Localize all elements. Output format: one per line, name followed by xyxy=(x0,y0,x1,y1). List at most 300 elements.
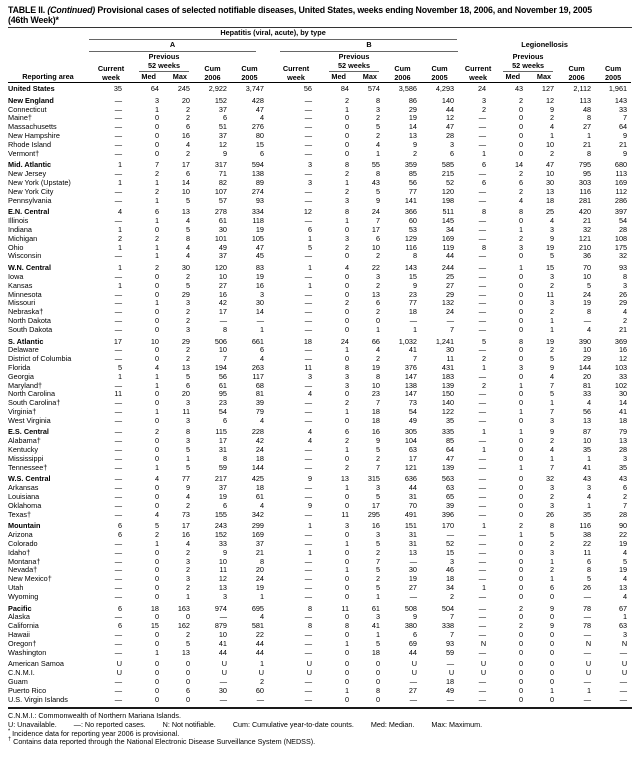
value-cell: 2 xyxy=(375,280,380,290)
value-cell: 2 xyxy=(375,130,380,140)
value-cell: 1 xyxy=(307,233,312,243)
value-cell: 390 xyxy=(578,336,592,346)
value-cell: 70 xyxy=(408,500,417,510)
value-cell: 585 xyxy=(441,160,455,170)
value-cell: 19 xyxy=(618,565,628,575)
reporting-area-cell: District of Columbia xyxy=(8,354,72,364)
value-cell: 574 xyxy=(367,84,380,93)
value-cell: 113 xyxy=(615,169,628,179)
value-cell: — xyxy=(114,122,122,132)
value-cell: — xyxy=(114,298,122,308)
value-cell: 41 xyxy=(408,345,417,355)
value-cell: 4 xyxy=(185,242,190,252)
value-cell: 5 xyxy=(375,186,380,196)
value-cell: 47 xyxy=(445,122,455,132)
value-cell: 6 xyxy=(222,415,227,425)
value-cell: — xyxy=(304,289,312,299)
value-cell: U xyxy=(258,668,264,678)
legionellosis-header: Legionellosis xyxy=(521,40,568,49)
value-cell: 7 xyxy=(375,398,380,408)
value-cell: U xyxy=(621,668,628,678)
value-cell: 44 xyxy=(218,647,227,657)
value-cell: 5 xyxy=(375,492,380,502)
value-cell: 8 xyxy=(623,271,628,281)
value-cell: 0 xyxy=(344,492,349,502)
value-cell: — xyxy=(478,389,487,399)
value-cell: 16 xyxy=(218,289,227,299)
value-cell: — xyxy=(114,345,122,355)
footnote-nedss: † Contains data reported through the National Electronic Disease Surveillance System (NEDSS). xyxy=(8,736,316,747)
value-cell: 0 xyxy=(344,556,349,566)
reporting-area-cell: Tennessee† xyxy=(8,462,48,472)
reporting-area-cell: Pennsylvania xyxy=(8,195,52,205)
value-cell: 0 xyxy=(519,591,524,601)
value-cell: 9 xyxy=(375,195,380,205)
value-cell: 0 xyxy=(344,289,349,299)
reporting-area-cell: Wyoming xyxy=(8,591,39,601)
value-cell: 46 xyxy=(445,565,455,575)
value-cell: 8 xyxy=(587,565,592,575)
value-cell: 3 xyxy=(222,591,227,601)
value-cell: 420 xyxy=(578,207,592,217)
value-cell: 0 xyxy=(344,280,349,290)
reporting-area-cell: Ohio xyxy=(8,242,24,252)
value-cell: 7 xyxy=(375,556,380,566)
value-cell: — xyxy=(478,556,487,566)
value-cell: 145 xyxy=(441,216,455,226)
value-cell: 24 xyxy=(445,307,455,317)
value-cell: 0 xyxy=(154,315,159,325)
value-cell: 0 xyxy=(154,574,159,584)
value-cell: 281 xyxy=(578,195,592,205)
value-cell: — xyxy=(304,95,312,105)
value-cell: — xyxy=(478,113,487,123)
value-cell: 20 xyxy=(582,371,592,381)
value-cell: 1 xyxy=(550,315,555,325)
value-cell: 30 xyxy=(181,263,190,273)
value-cell: 0 xyxy=(519,612,524,622)
value-cell: 0 xyxy=(519,492,524,502)
value-cell: 506 xyxy=(214,336,227,346)
table-row xyxy=(8,484,631,493)
value-cell: 0 xyxy=(519,345,524,355)
value-cell: — xyxy=(478,324,487,334)
value-cell: 5 xyxy=(623,556,628,566)
value-cell: 11 xyxy=(583,547,592,557)
value-cell: 82 xyxy=(218,177,227,187)
value-cell: 35 xyxy=(618,462,628,472)
value-cell: 2 xyxy=(344,95,349,105)
value-cell: 37 xyxy=(218,251,227,261)
value-cell: 10 xyxy=(218,556,227,566)
value-cell: 5 xyxy=(550,530,555,540)
value-cell: 8 xyxy=(482,242,487,252)
value-cell: 0 xyxy=(154,630,159,640)
value-cell: — xyxy=(114,113,122,123)
notifiable-diseases-table xyxy=(8,28,631,704)
value-cell: 3 xyxy=(623,453,628,463)
table-row xyxy=(8,114,631,123)
value-cell: 3 xyxy=(375,104,380,114)
table-row xyxy=(8,640,631,649)
value-cell: 17 xyxy=(181,160,190,170)
value-cell: 163 xyxy=(177,603,190,613)
value-cell: 37 xyxy=(218,483,227,493)
value-cell: 5 xyxy=(550,389,555,399)
value-cell: 15 xyxy=(408,271,417,281)
table-row xyxy=(8,94,631,106)
value-cell: — xyxy=(478,453,487,463)
cum-2005-header-a: Cum 2005 xyxy=(231,52,268,83)
value-cell: 54 xyxy=(218,406,227,416)
value-cell: 17 xyxy=(218,307,227,317)
value-cell: 879 xyxy=(214,621,227,631)
value-cell: 30 xyxy=(218,685,227,695)
value-cell: 8 xyxy=(519,207,524,217)
value-cell: — xyxy=(304,574,312,584)
value-cell: 39 xyxy=(255,398,264,408)
value-cell: 1 xyxy=(117,224,122,234)
value-cell: — xyxy=(304,583,312,593)
value-cell: 8 xyxy=(185,427,190,437)
value-cell: 6 xyxy=(519,177,524,187)
value-cell: 48 xyxy=(582,104,592,114)
value-cell: 0 xyxy=(154,113,159,123)
value-cell: — xyxy=(304,445,312,455)
reporting-area-cell: American Samoa xyxy=(8,659,64,669)
value-cell: 4 xyxy=(185,139,190,149)
value-cell: — xyxy=(114,630,122,640)
value-cell: — xyxy=(478,612,487,622)
value-cell: 9 xyxy=(412,139,417,149)
value-cell: 21 xyxy=(582,216,592,226)
value-cell: 0 xyxy=(519,474,524,484)
reporting-area-cell: Guam xyxy=(8,677,28,686)
value-cell: 1 xyxy=(344,406,349,416)
value-cell: 7 xyxy=(154,160,159,170)
table-row xyxy=(8,687,631,696)
value-cell: — xyxy=(304,462,312,472)
value-cell: 0 xyxy=(154,677,159,686)
value-cell: — xyxy=(114,307,122,317)
value-cell: — xyxy=(114,324,122,334)
value-cell: 7 xyxy=(412,354,417,364)
value-cell: 2 xyxy=(344,436,349,446)
value-cell: 3 xyxy=(185,436,190,446)
value-cell: — xyxy=(114,565,122,575)
value-cell: 2 xyxy=(412,148,417,158)
table-row xyxy=(8,150,631,159)
value-cell: 51 xyxy=(218,122,227,132)
value-cell: 18 xyxy=(255,453,264,463)
value-cell: 13 xyxy=(545,186,555,196)
value-cell: 47 xyxy=(545,160,555,170)
value-cell: 3 xyxy=(259,289,264,299)
value-cell: 4 xyxy=(519,195,524,205)
value-cell: 44 xyxy=(408,647,417,657)
value-cell: 44 xyxy=(408,483,417,493)
value-cell: — xyxy=(114,354,122,364)
footnote-provisional: * Incidence data for reporting year 2006 is provisional. xyxy=(8,728,180,738)
value-cell: 4 xyxy=(307,427,312,437)
value-cell: — xyxy=(478,685,487,695)
value-cell: — xyxy=(114,436,122,446)
value-cell: 6 xyxy=(259,345,264,355)
value-cell: 4 xyxy=(623,591,628,601)
value-cell: 121 xyxy=(404,462,417,472)
value-cell: 23 xyxy=(218,398,227,408)
value-cell: 0 xyxy=(185,694,190,704)
value-cell: — xyxy=(114,539,122,549)
value-cell: 1,241 xyxy=(435,336,455,346)
reporting-area-cell: U.S. Virgin Islands xyxy=(8,694,68,704)
value-cell: 2 xyxy=(550,307,555,317)
value-cell: 4 xyxy=(550,122,555,132)
value-cell: 81 xyxy=(582,380,592,390)
value-cell: — xyxy=(114,492,122,502)
value-cell: 0 xyxy=(375,677,380,686)
value-cell: 37 xyxy=(218,104,227,114)
value-cell: 0 xyxy=(519,483,524,493)
table-row xyxy=(8,519,631,531)
value-cell: 152 xyxy=(214,95,227,105)
value-cell: 0 xyxy=(519,547,524,557)
value-cell: 6 xyxy=(222,113,227,123)
value-cell: — xyxy=(304,130,312,140)
value-cell: U xyxy=(585,668,592,678)
value-cell: 35 xyxy=(445,415,455,425)
value-cell: 33 xyxy=(618,371,628,381)
value-cell: 1 xyxy=(307,521,312,531)
value-cell: — xyxy=(114,462,122,472)
reporting-area-cell: Montana† xyxy=(8,556,41,566)
value-cell: 0 xyxy=(519,415,524,425)
value-cell: 1 xyxy=(482,445,487,455)
value-cell: 101 xyxy=(214,233,227,243)
table-row xyxy=(8,205,631,217)
value-cell: 0 xyxy=(344,694,349,704)
value-cell: 5 xyxy=(587,280,592,290)
value-cell: 2 xyxy=(185,315,190,325)
value-cell: 59 xyxy=(218,462,227,472)
value-cell: 680 xyxy=(614,160,628,170)
value-cell: 32 xyxy=(582,224,592,234)
value-cell: 2 xyxy=(185,104,190,114)
value-cell: 0 xyxy=(519,315,524,325)
value-cell: 19 xyxy=(582,298,592,308)
value-cell: 2 xyxy=(519,521,524,531)
value-cell: 3 xyxy=(344,521,349,531)
value-cell: 2 xyxy=(375,251,380,261)
value-cell: 0 xyxy=(185,612,190,622)
value-cell: N xyxy=(621,638,628,648)
value-cell: 12 xyxy=(618,354,628,364)
value-cell: 30 xyxy=(255,298,264,308)
value-cell: 795 xyxy=(578,160,592,170)
footnote-cnmi: C.N.M.I.: Commonwealth of Northern Mariana Islands. xyxy=(8,711,181,721)
value-cell: 0 xyxy=(344,668,349,678)
value-cell: 2 xyxy=(185,500,190,510)
value-cell: 8 xyxy=(587,148,592,158)
value-cell: 144 xyxy=(251,462,264,472)
value-cell: 15 xyxy=(545,263,555,273)
value-cell: 115 xyxy=(215,427,227,437)
value-cell: 0 xyxy=(154,289,159,299)
value-cell: 35 xyxy=(582,445,592,455)
cum-2006-header-leg: Cum 2006 xyxy=(558,52,595,83)
value-cell: 274 xyxy=(251,186,264,196)
value-cell: 1 xyxy=(185,453,190,463)
value-cell: 26 xyxy=(618,289,628,299)
value-cell: 6 xyxy=(375,233,380,243)
table-row xyxy=(8,493,631,502)
legend-item: Cum: Cumulative year-to-date counts. xyxy=(232,719,354,729)
value-cell: 4 xyxy=(259,612,264,622)
value-cell: 71 xyxy=(218,169,227,179)
value-cell: 8 xyxy=(307,621,312,631)
value-cell: U xyxy=(306,659,312,669)
reporting-area-cell: Idaho† xyxy=(8,547,31,557)
table-row xyxy=(8,417,631,426)
value-cell: 32 xyxy=(545,474,555,484)
value-cell: — xyxy=(219,694,227,704)
legend-item: Max: Maximum. xyxy=(431,719,483,729)
value-cell: — xyxy=(304,415,312,425)
value-cell: 2,922 xyxy=(208,84,227,93)
value-cell: 4 xyxy=(259,415,264,425)
value-cell: 1 xyxy=(307,263,312,273)
value-cell: U xyxy=(411,659,417,669)
value-cell: 113 xyxy=(579,95,592,105)
value-cell: 0 xyxy=(154,453,159,463)
table-row xyxy=(8,291,631,300)
table-row xyxy=(8,197,631,206)
value-cell: — xyxy=(304,271,312,281)
value-cell: 147 xyxy=(404,389,417,399)
value-cell: 2 xyxy=(154,186,159,196)
value-cell: 11 xyxy=(341,509,349,519)
reporting-area-cell: W.S. Central xyxy=(8,474,51,484)
value-cell: 4 xyxy=(623,307,628,317)
value-cell: U xyxy=(480,668,487,678)
value-cell: — xyxy=(114,271,122,281)
value-cell: — xyxy=(114,509,122,519)
value-cell: 6 xyxy=(222,500,227,510)
value-cell: 57 xyxy=(218,195,227,205)
value-cell: 7 xyxy=(623,500,628,510)
value-cell: 2 xyxy=(375,574,380,584)
value-cell: 11 xyxy=(304,362,312,372)
value-cell: 1 xyxy=(344,345,349,355)
value-cell: 3 xyxy=(550,298,555,308)
value-cell: 1 xyxy=(344,685,349,695)
value-cell: 2 xyxy=(185,565,190,575)
value-cell: 3 xyxy=(482,95,487,105)
value-cell: 0 xyxy=(375,668,380,678)
value-cell: 56 xyxy=(582,406,592,416)
value-cell: 2 xyxy=(185,547,190,557)
value-cell: 16 xyxy=(181,130,190,140)
value-cell: 0 xyxy=(154,483,159,493)
table-row xyxy=(8,273,631,282)
value-cell: 1 xyxy=(344,565,349,575)
value-cell: 0 xyxy=(519,216,524,226)
value-cell: — xyxy=(304,638,312,648)
value-cell: 1 xyxy=(412,324,417,334)
value-cell: 10 xyxy=(371,242,380,252)
value-cell: 0 xyxy=(154,583,159,593)
value-cell: 29 xyxy=(582,354,592,364)
value-cell: 1 xyxy=(550,574,555,584)
value-cell: 1 xyxy=(154,195,159,205)
value-cell: — xyxy=(114,186,122,196)
value-cell: 1 xyxy=(482,362,487,372)
value-cell: 116 xyxy=(579,186,592,196)
value-cell: 3 xyxy=(587,483,592,493)
value-cell: — xyxy=(478,474,487,484)
table-row xyxy=(8,252,631,261)
value-cell: 1 xyxy=(519,427,524,437)
value-cell: 295 xyxy=(367,509,380,519)
value-cell: 0 xyxy=(519,289,524,299)
value-cell: 77 xyxy=(408,298,417,308)
current-week-header-a: Current week xyxy=(88,52,134,83)
value-cell: — xyxy=(304,398,312,408)
value-cell: 305 xyxy=(404,427,417,437)
value-cell: 32 xyxy=(618,251,628,261)
table-row xyxy=(8,399,631,408)
value-cell: 67 xyxy=(618,603,628,613)
value-cell: 594 xyxy=(251,160,264,170)
value-cell: 4 xyxy=(154,474,159,484)
value-cell: 5 xyxy=(482,336,487,346)
value-cell: 12 xyxy=(218,139,227,149)
value-cell: 695 xyxy=(251,603,264,613)
value-cell: 2 xyxy=(185,148,190,158)
value-cell: 45 xyxy=(255,251,264,261)
value-cell: — xyxy=(256,694,264,704)
value-cell: 70 xyxy=(582,263,592,273)
value-cell: 12 xyxy=(445,113,455,123)
value-cell: 2 xyxy=(154,263,159,273)
cum-2005-header-leg: Cum 2005 xyxy=(595,52,631,83)
value-cell: — xyxy=(478,139,487,149)
value-cell: 77 xyxy=(181,474,190,484)
reporting-area-cell: Mid. Atlantic xyxy=(8,160,52,170)
value-cell: 30 xyxy=(445,345,455,355)
value-cell: 54 xyxy=(408,406,417,416)
dagger-symbol: † xyxy=(8,736,12,743)
value-cell: 359 xyxy=(404,160,417,170)
value-cell: 0 xyxy=(519,677,524,686)
value-cell: 4 xyxy=(587,492,592,502)
value-cell: — xyxy=(478,398,487,408)
value-cell: 431 xyxy=(441,362,455,372)
value-cell: 1 xyxy=(154,406,159,416)
value-cell: 13 xyxy=(582,415,592,425)
value-cell: U xyxy=(585,659,592,669)
value-cell: 19 xyxy=(371,362,380,372)
value-cell: 19 xyxy=(218,492,227,502)
value-cell: 2 xyxy=(344,298,349,308)
footnotes xyxy=(8,712,632,746)
legionellosis-spacer xyxy=(458,28,631,40)
value-cell: 31 xyxy=(408,539,417,549)
value-cell: 24 xyxy=(255,445,264,455)
value-cell: 7 xyxy=(222,354,227,364)
value-cell: 4 xyxy=(259,354,264,364)
value-cell: — xyxy=(478,122,487,132)
